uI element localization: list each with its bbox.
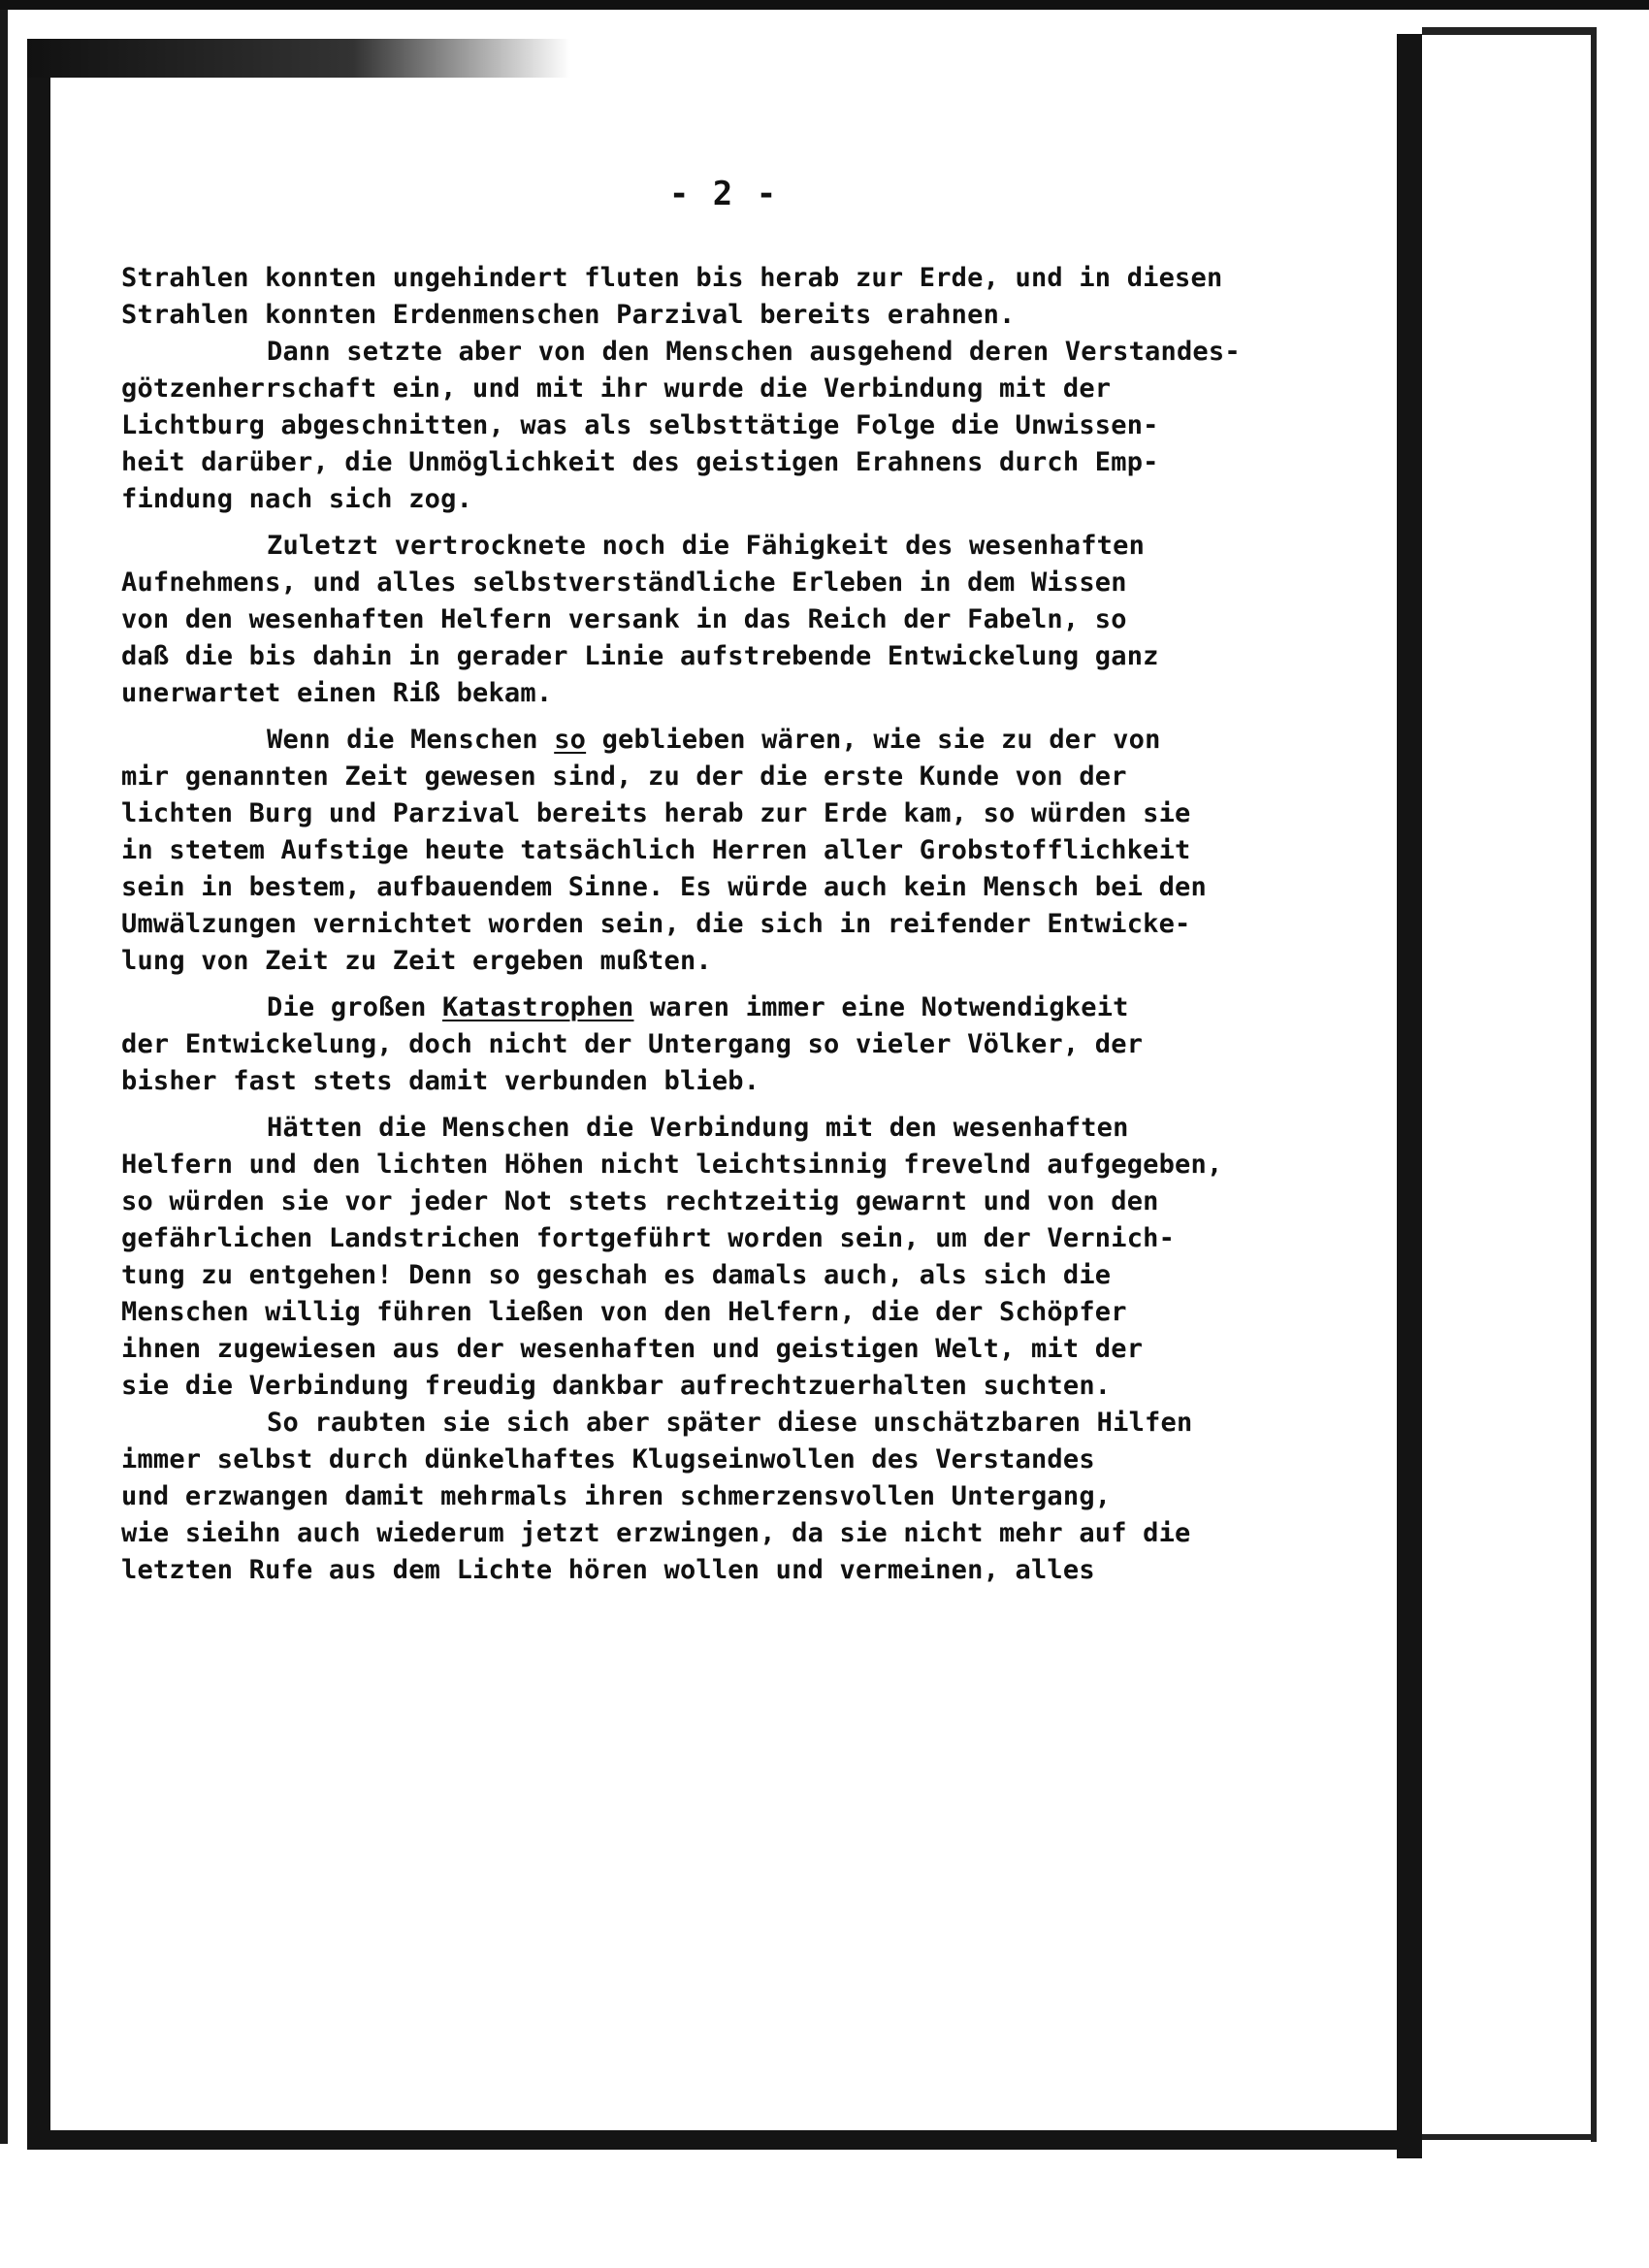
scan-border-bottom (27, 2130, 1422, 2150)
text-line: bisher fast stets damit verbunden blieb. (121, 1066, 760, 1096)
text-segment: Wenn die Menschen (267, 725, 555, 755)
text-line: daß die bis dahin in gerader Linie aufstrebende Entwickelung ganz (121, 641, 1159, 671)
text-line: mir genannten Zeit gewesen sind, zu der die erste Kunde von der (121, 761, 1127, 792)
text-line (121, 722, 1392, 759)
text-line: Strahlen konnten Erdenmenschen Parzival bereits erahnen. (121, 300, 1016, 330)
text-line: sein in bestem, aufbauendem Sinne. Es würde auch kein Mensch bei den (121, 872, 1207, 902)
text-line: in stetem Aufstige heute tatsächlich Herren aller Grobstofflichkeit (121, 835, 1191, 865)
text-line: Menschen willig führen ließen von den Helfern, die der Schöpfer (121, 1297, 1127, 1327)
text-line: findung nach sich zog. (121, 484, 473, 514)
document-body (121, 260, 1392, 1589)
text-line: Umwälzungen vernichtet worden sein, die sich in reifender Entwicke- (121, 909, 1191, 939)
scan-border-right-top (1422, 27, 1597, 35)
text-line: Helfern und den lichten Höhen nicht leichtsinnig frevelnd aufgegeben, (121, 1150, 1223, 1180)
text-line: von den wesenhaften Helfern versank in das Reich der Fabeln, so (121, 604, 1127, 634)
scan-smudge (27, 39, 570, 78)
text-line: heit darüber, die Unmöglichkeit des geistigen Erahnens durch Emp- (121, 447, 1159, 477)
text-line: so würden sie vor jeder Not stets rechtzeitig gewarnt und von den (121, 1186, 1159, 1216)
text-segment: Die großen (267, 992, 443, 1022)
text-line (121, 989, 1392, 1026)
text-line: So raubten sie sich aber später diese unschätzbaren Hilfen (267, 1408, 1193, 1438)
text-line: gefährlichen Landstrichen fortgeführt worden sein, um der Vernich- (121, 1223, 1176, 1253)
text-line: Aufnehmens, und alles selbstverständliche Erleben in dem Wissen (121, 567, 1127, 598)
text-line: der Entwickelung, doch nicht der Untergang so vieler Völker, der (121, 1029, 1144, 1059)
text-line: Lichtburg abgeschnitten, was als selbsttätige Folge die Unwissen- (121, 410, 1159, 440)
text-segment: waren immer eine Notwendigkeit (633, 992, 1129, 1022)
text-line: sie die Verbindung freudig dankbar aufrechtzuerhalten suchten. (121, 1371, 1112, 1401)
underlined-word: Katastrophen (442, 992, 634, 1022)
text-line: lung von Zeit zu Zeit ergeben mußten. (121, 946, 712, 976)
text-line: götzenherrschaft ein, und mit ihr wurde die Verbindung mit der (121, 373, 1112, 404)
text-line: unerwartet einen Riß bekam. (121, 678, 553, 708)
text-line: Dann setzte aber von den Menschen ausgehend deren Verstandes- (267, 337, 1241, 367)
text-line: immer selbst durch dünkelhaftes Klugseinwollen des Verstandes (121, 1444, 1095, 1474)
text-line: lichten Burg und Parzival bereits herab zur Erde kam, so würden sie (121, 798, 1191, 828)
scan-border-right-outer (1591, 27, 1597, 2142)
page-number: - 2 - (668, 175, 779, 213)
document-page (50, 78, 1397, 2130)
text-line: letzten Rufe aus dem Lichte hören wollen und vermeinen, alles (121, 1555, 1095, 1585)
text-line: Strahlen konnten ungehindert fluten bis herab zur Erde, und in diesen (121, 263, 1223, 293)
text-line: tung zu entgehen! Denn so geschah es damals auch, als sich die (121, 1260, 1112, 1290)
scan-border-right (1397, 34, 1422, 2158)
scan-border-top (0, 0, 1649, 10)
underlined-word: so (554, 725, 587, 755)
text-line: und erzwangen damit mehrmals ihren schmerzensvollen Untergang, (121, 1481, 1112, 1511)
text-line: Zuletzt vertrocknete noch die Fähigkeit des wesenhaften (267, 531, 1146, 561)
scan-border-left (27, 58, 50, 2144)
text-line: ihnen zugewiesen aus der wesenhaften und geistigen Welt, mit der (121, 1334, 1144, 1364)
text-line: wie sieihn auch wiederum jetzt erzwingen, da sie nicht mehr auf die (121, 1518, 1191, 1548)
scan-border-left-outer (0, 10, 8, 2144)
scan-border-bottom-ext (1422, 2134, 1597, 2140)
text-line: Hätten die Menschen die Verbindung mit den wesenhaften (267, 1113, 1129, 1143)
text-segment: geblieben wären, wie sie zu der von (586, 725, 1161, 755)
